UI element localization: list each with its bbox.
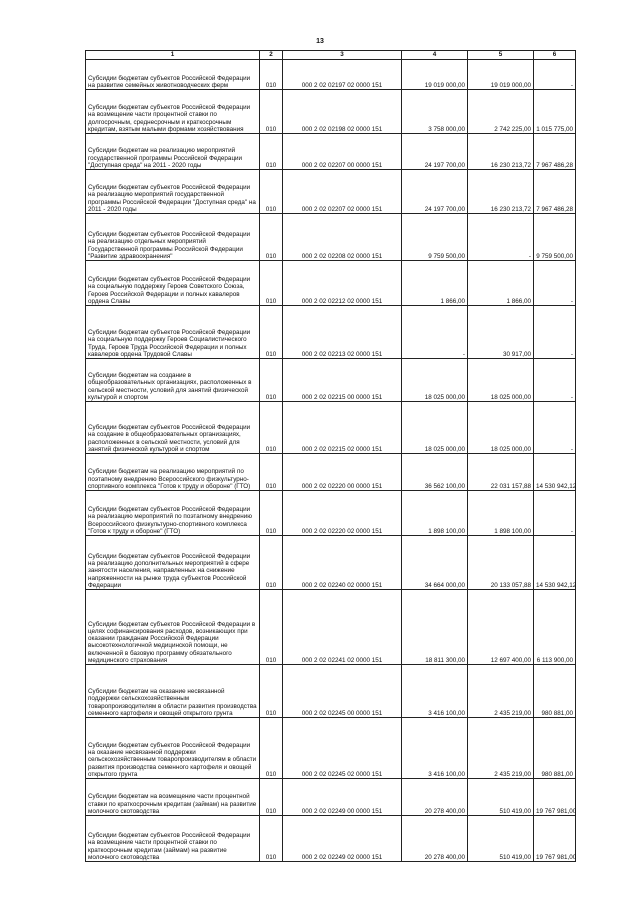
row-plan-cell: 34 664 000,00 bbox=[402, 536, 468, 590]
row-plan-cell: 3 416 100,00 bbox=[402, 718, 468, 779]
row-code-cell: 010 bbox=[260, 718, 283, 779]
row-plan-cell: 18 811 300,00 bbox=[402, 590, 468, 665]
row-kbk-cell: 000 2 02 02208 02 0000 151 bbox=[283, 214, 402, 261]
row-name-cell: Субсидии бюджетам субъектов Российской Федерации на реализацию мероприятий по поэтапному внедрению Всероссийского физкультурно-спортивного комплекса "Готов к труду и обороне" (ГТО) bbox=[86, 491, 260, 536]
row-executed-cell: - bbox=[468, 214, 534, 261]
row-remainder-cell: - bbox=[534, 491, 576, 536]
table-row bbox=[86, 306, 576, 359]
row-code-cell: 010 bbox=[260, 402, 283, 454]
table-row bbox=[86, 454, 576, 491]
row-kbk-cell: 000 2 02 02207 00 0000 151 bbox=[283, 134, 402, 170]
row-plan-cell: 36 562 100,00 bbox=[402, 454, 468, 491]
row-remainder-cell: - bbox=[534, 359, 576, 402]
row-executed-cell: 22 031 157,88 bbox=[468, 454, 534, 491]
row-code-cell: 010 bbox=[260, 134, 283, 170]
row-plan-cell: - bbox=[402, 306, 468, 359]
row-code-cell: 010 bbox=[260, 60, 283, 90]
row-remainder-cell: 7 967 486,28 bbox=[534, 134, 576, 170]
row-remainder-cell: 14 530 942,12 bbox=[534, 454, 576, 491]
row-remainder-cell: - bbox=[534, 306, 576, 359]
row-plan-cell: 24 197 700,00 bbox=[402, 134, 468, 170]
row-executed-cell: 2 742 225,00 bbox=[468, 90, 534, 134]
table-row bbox=[86, 60, 576, 90]
row-executed-cell: 18 025 000,00 bbox=[468, 402, 534, 454]
row-kbk-cell: 000 2 02 02213 02 0000 151 bbox=[283, 306, 402, 359]
row-kbk-cell: 000 2 02 02249 00 0000 151 bbox=[283, 779, 402, 816]
table-row bbox=[86, 170, 576, 214]
row-remainder-cell: - bbox=[534, 402, 576, 454]
table-row bbox=[86, 359, 576, 402]
row-executed-cell: 16 230 213,72 bbox=[468, 170, 534, 214]
row-remainder-cell: 9 759 500,00 bbox=[534, 214, 576, 261]
page-number: 13 bbox=[316, 38, 324, 45]
row-remainder-cell: 980 881,00 bbox=[534, 718, 576, 779]
row-executed-cell: 19 019 000,00 bbox=[468, 60, 534, 90]
row-name-cell: Субсидии бюджетам субъектов Российской Федерации на реализацию мероприятий государственной программы Российской Федерации "Доступная среда" на 2011 - 2020 годы bbox=[86, 170, 260, 214]
row-name-cell: Субсидии бюджетам субъектов Российской Федерации на социальную поддержку Героев Советского Союза, Героев Российской Федерации и полных кавалеров ордена Славы bbox=[86, 261, 260, 306]
row-name-cell: Субсидии бюджетам субъектов Российской Федерации на развитие семейных животноводческих ферм bbox=[86, 60, 260, 90]
row-code-cell: 010 bbox=[260, 306, 283, 359]
row-remainder-cell: 19 767 981,00 bbox=[534, 816, 576, 862]
row-kbk-cell: 000 2 02 02241 02 0000 151 bbox=[283, 590, 402, 665]
row-kbk-cell: 000 2 02 02207 02 0000 151 bbox=[283, 170, 402, 214]
table-row bbox=[86, 590, 576, 665]
table-header-row bbox=[86, 51, 576, 60]
row-name-cell: Субсидии бюджетам субъектов Российской Федерации на создание в общеобразовательных организациях, расположенных в сельской местности, условий для занятий физической культурой и спортом bbox=[86, 402, 260, 454]
row-name-cell: Субсидии бюджетам на возмещение части процентной ставки по краткосрочным кредитам (займам) на развитие молочного скотоводства bbox=[86, 779, 260, 816]
row-plan-cell: 1 898 100,00 bbox=[402, 491, 468, 536]
table-row bbox=[86, 134, 576, 170]
row-code-cell: 010 bbox=[260, 261, 283, 306]
row-plan-cell: 3 416 100,00 bbox=[402, 665, 468, 718]
row-kbk-cell: 000 2 02 02215 00 0000 151 bbox=[283, 359, 402, 402]
row-name-cell: Субсидии бюджетам на реализацию мероприятий по поэтапному внедрению Всероссийского физкультурно-спортивного комплекса "Готов к труду и обороне" (ГТО) bbox=[86, 454, 260, 491]
table-row bbox=[86, 536, 576, 590]
row-plan-cell: 3 758 000,00 bbox=[402, 90, 468, 134]
row-kbk-cell: 000 2 02 02198 02 0000 151 bbox=[283, 90, 402, 134]
column-header-3: 3 bbox=[283, 51, 402, 60]
row-remainder-cell: 6 113 900,00 bbox=[534, 590, 576, 665]
table-row bbox=[86, 90, 576, 134]
column-header-2: 2 bbox=[260, 51, 283, 60]
table-row bbox=[86, 491, 576, 536]
row-remainder-cell: 19 767 981,00 bbox=[534, 779, 576, 816]
column-header-1: 1 bbox=[86, 51, 260, 60]
row-executed-cell: 30 917,00 bbox=[468, 306, 534, 359]
row-executed-cell: 16 230 213,72 bbox=[468, 134, 534, 170]
row-plan-cell: 24 197 700,00 bbox=[402, 170, 468, 214]
row-code-cell: 010 bbox=[260, 816, 283, 862]
table-row bbox=[86, 718, 576, 779]
row-code-cell: 010 bbox=[260, 491, 283, 536]
row-name-cell: Субсидии бюджетам субъектов Российской Федерации на оказание несвязанной поддержки сельскохозяйственным товаропроизводителям в области развития производства семенного картофеля и овощей открытого грунта bbox=[86, 718, 260, 779]
row-code-cell: 010 bbox=[260, 536, 283, 590]
row-executed-cell: 20 133 057,88 bbox=[468, 536, 534, 590]
table-row bbox=[86, 665, 576, 718]
row-name-cell: Субсидии бюджетам на оказание несвязанной поддержки сельскохозяйственным товаропроизводителям в области развития производства семенного картофеля и овощей открытого грунта bbox=[86, 665, 260, 718]
row-kbk-cell: 000 2 02 02215 02 0000 151 bbox=[283, 402, 402, 454]
row-executed-cell: 2 435 219,00 bbox=[468, 718, 534, 779]
column-header-4: 4 bbox=[402, 51, 468, 60]
table-row bbox=[86, 214, 576, 261]
row-code-cell: 010 bbox=[260, 779, 283, 816]
row-name-cell: Субсидии бюджетам на реализацию мероприятий государственной программы Российской Федерации "Доступная среда" на 2011 - 2020 годы bbox=[86, 134, 260, 170]
row-executed-cell: 1 898 100,00 bbox=[468, 491, 534, 536]
row-kbk-cell: 000 2 02 02249 02 0000 151 bbox=[283, 816, 402, 862]
row-kbk-cell: 000 2 02 02220 00 0000 151 bbox=[283, 454, 402, 491]
row-executed-cell: 2 435 219,00 bbox=[468, 665, 534, 718]
row-executed-cell: 510 419,00 bbox=[468, 779, 534, 816]
row-executed-cell: 1 866,00 bbox=[468, 261, 534, 306]
row-plan-cell: 9 759 500,00 bbox=[402, 214, 468, 261]
row-plan-cell: 18 025 000,00 bbox=[402, 359, 468, 402]
row-kbk-cell: 000 2 02 02212 02 0000 151 bbox=[283, 261, 402, 306]
row-kbk-cell: 000 2 02 02197 02 0000 151 bbox=[283, 60, 402, 90]
row-code-cell: 010 bbox=[260, 590, 283, 665]
row-name-cell: Субсидии бюджетам на создание в общеобразовательных организациях, расположенных в сельской местности, условий для занятий физической культурой и спортом bbox=[86, 359, 260, 402]
table-row bbox=[86, 779, 576, 816]
table-row bbox=[86, 261, 576, 306]
row-remainder-cell: 980 881,00 bbox=[534, 665, 576, 718]
row-plan-cell: 20 278 400,00 bbox=[402, 779, 468, 816]
row-kbk-cell: 000 2 02 02245 00 0000 151 bbox=[283, 665, 402, 718]
row-name-cell: Субсидии бюджетам субъектов Российской Федерации на реализацию отдельных мероприятий Государственной программы Российской Федерации "Развитие здравоохранения" bbox=[86, 214, 260, 261]
column-header-6: 6 bbox=[534, 51, 576, 60]
row-remainder-cell: - bbox=[534, 261, 576, 306]
row-remainder-cell: 7 967 486,28 bbox=[534, 170, 576, 214]
table-row bbox=[86, 816, 576, 862]
row-code-cell: 010 bbox=[260, 665, 283, 718]
row-plan-cell: 18 025 000,00 bbox=[402, 402, 468, 454]
row-kbk-cell: 000 2 02 02220 02 0000 151 bbox=[283, 491, 402, 536]
row-kbk-cell: 000 2 02 02240 02 0000 151 bbox=[283, 536, 402, 590]
row-name-cell: Субсидии бюджетам субъектов Российской Федерации на возмещение части процентной ставки по краткосрочным кредитам (займам) на развитие молочного скотоводства bbox=[86, 816, 260, 862]
row-kbk-cell: 000 2 02 02245 02 0000 151 bbox=[283, 718, 402, 779]
row-code-cell: 010 bbox=[260, 170, 283, 214]
row-name-cell: Субсидии бюджетам субъектов Российской Федерации на социальную поддержку Героев Социалистического Труда, Героев Труда Российской Федерации и полных кавалеров ордена Трудовой Славы bbox=[86, 306, 260, 359]
row-name-cell: Субсидии бюджетам субъектов Российской Федерации на возмещение части процентной ставки по долгосрочным, среднесрочным и краткосрочным кредитам, взятым малыми формами хозяйствования bbox=[86, 90, 260, 134]
row-code-cell: 010 bbox=[260, 214, 283, 261]
row-executed-cell: 510 419,00 bbox=[468, 816, 534, 862]
column-header-5: 5 bbox=[468, 51, 534, 60]
row-name-cell: Субсидии бюджетам субъектов Российской Федерации на реализацию дополнительных мероприятий в сфере занятости населения, направленных на снижение напряженности на рынке труда субъектов Российской Федерации bbox=[86, 536, 260, 590]
row-plan-cell: 19 019 000,00 bbox=[402, 60, 468, 90]
budget-table bbox=[85, 50, 576, 862]
row-code-cell: 010 bbox=[260, 454, 283, 491]
row-executed-cell: 18 025 000,00 bbox=[468, 359, 534, 402]
row-plan-cell: 20 278 400,00 bbox=[402, 816, 468, 862]
row-plan-cell: 1 866,00 bbox=[402, 261, 468, 306]
row-remainder-cell: 14 530 942,12 bbox=[534, 536, 576, 590]
row-code-cell: 010 bbox=[260, 90, 283, 134]
row-remainder-cell: 1 015 775,00 bbox=[534, 90, 576, 134]
row-code-cell: 010 bbox=[260, 359, 283, 402]
row-executed-cell: 12 697 400,00 bbox=[468, 590, 534, 665]
row-name-cell: Субсидии бюджетам субъектов Российской Федерации в целях софинансирования расходов, возникающих при оказании гражданам Российской Федерации высокотехнологичной медицинской помощи, не включенной в базовую программу обязательного медицинского страхования bbox=[86, 590, 260, 665]
row-remainder-cell: - bbox=[534, 60, 576, 90]
table-row bbox=[86, 402, 576, 454]
